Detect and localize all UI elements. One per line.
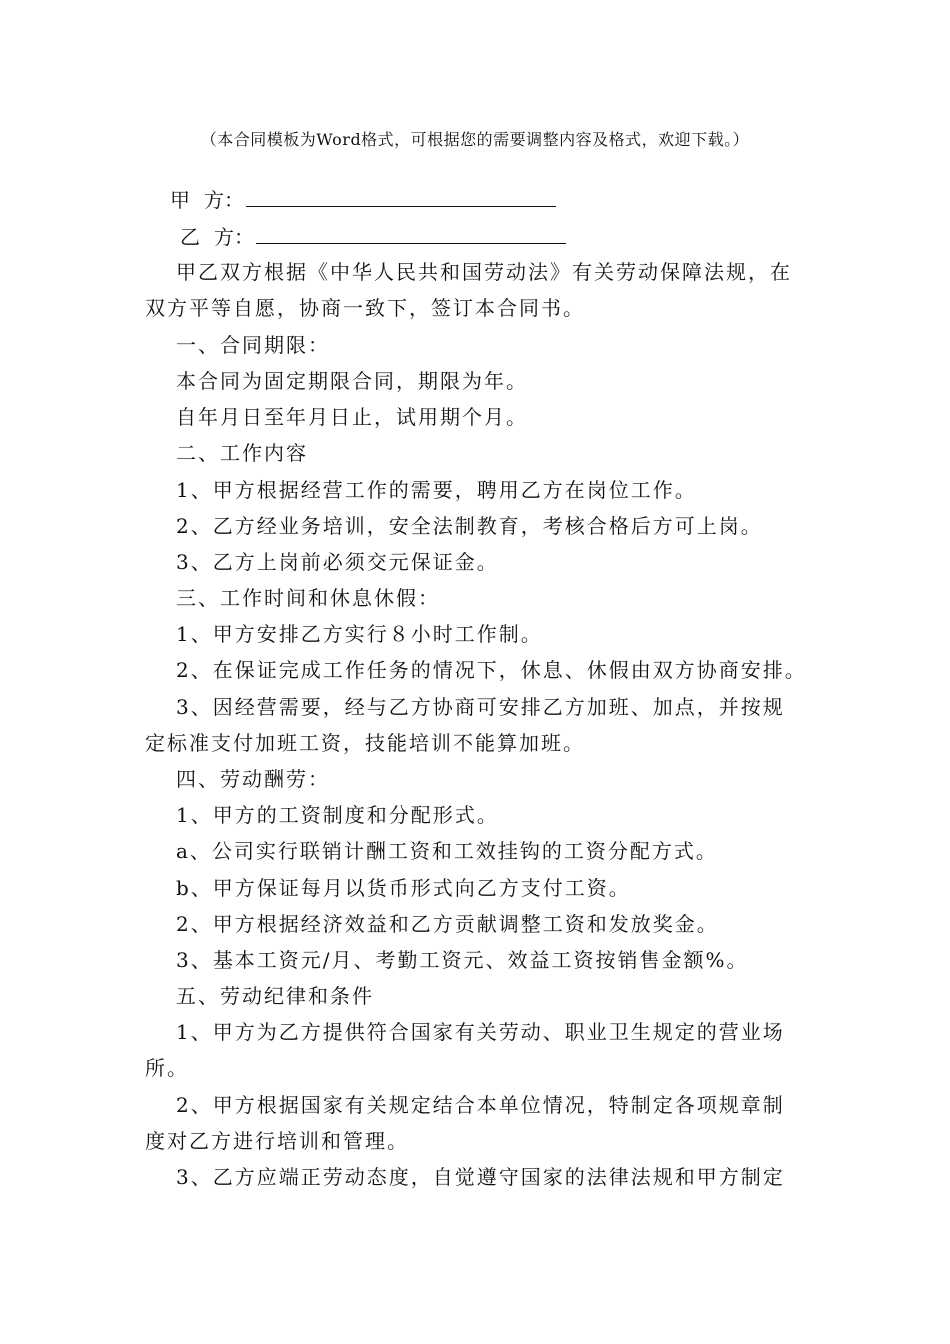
party-a-label-1: 甲 xyxy=(170,188,190,212)
party-b-label-1: 乙 xyxy=(180,225,200,249)
paragraph-line: 定标准支付加班工资，技能培训不能算加班。 xyxy=(145,731,585,755)
template-note: （本合同模板为Word格式，可根据您的需要调整内容及格式，欢迎下载。） xyxy=(200,130,750,149)
section-heading: 四、劳动酬劳： xyxy=(176,767,330,791)
paragraph-line: 3、因经营需要，经与乙方协商可安排乙方加班、加点，并按规 xyxy=(176,695,785,719)
paragraph-line: 2、甲方根据经济效益和乙方贡献调整工资和发放奖金。 xyxy=(176,912,719,936)
paragraph-line: 双方平等自愿，协商一致下，签订本合同书。 xyxy=(145,296,585,320)
paragraph-line: 3、乙方上岗前必须交元保证金。 xyxy=(176,550,499,574)
paragraph-line: 本合同为固定期限合同，期限为年。 xyxy=(176,369,528,393)
party-b-blank xyxy=(256,225,566,244)
party-b-line xyxy=(180,224,566,250)
paragraph-line: 1、甲方安排乙方实行８小时工作制。 xyxy=(176,622,543,646)
section-heading: 一、合同期限： xyxy=(176,333,330,357)
section-heading: 五、劳动纪律和条件 xyxy=(176,984,374,1008)
paragraph-line: 2、甲方根据国家有关规定结合本单位情况，特制定各项规章制 xyxy=(176,1093,785,1117)
paragraph-line: b、甲方保证每月以货币形式向乙方支付工资。 xyxy=(176,876,631,900)
paragraph-line: 2、在保证完成工作任务的情况下，休息、休假由双方协商安排。 xyxy=(176,658,807,682)
paragraph-line: 1、甲方为乙方提供符合国家有关劳动、职业卫生规定的营业场 xyxy=(176,1020,785,1044)
paragraph-line: a、公司实行联销计酬工资和工效挂钩的工资分配方式。 xyxy=(176,839,718,863)
paragraph-line: 甲乙双方根据《中华人民共和国劳动法》有关劳动保障法规，在 xyxy=(176,260,792,284)
paragraph-line: 自年月日至年月日止，试用期个月。 xyxy=(176,405,528,429)
party-a-blank xyxy=(246,188,556,207)
paragraph-line: 3、基本工资元/月、考勤工资元、效益工资按销售金额%。 xyxy=(176,948,749,972)
paragraph-line: 1、甲方的工资制度和分配形式。 xyxy=(176,803,499,827)
party-a-label-2: 方： xyxy=(204,188,244,212)
party-a-line xyxy=(170,187,556,213)
paragraph-line: 度对乙方进行培训和管理。 xyxy=(145,1129,409,1153)
paragraph-line: 2、乙方经业务培训，安全法制教育，考核合格后方可上岗。 xyxy=(176,514,763,538)
party-b-label-2: 方： xyxy=(214,225,254,249)
paragraph-line: 所。 xyxy=(145,1056,189,1080)
section-heading: 三、工作时间和休息休假： xyxy=(176,586,440,610)
paragraph-line: 3、乙方应端正劳动态度，自觉遵守国家的法律法规和甲方制定 xyxy=(176,1165,785,1189)
paragraph-line: 1、甲方根据经营工作的需要，聘用乙方在岗位工作。 xyxy=(176,478,697,502)
section-heading: 二、工作内容 xyxy=(176,441,308,465)
